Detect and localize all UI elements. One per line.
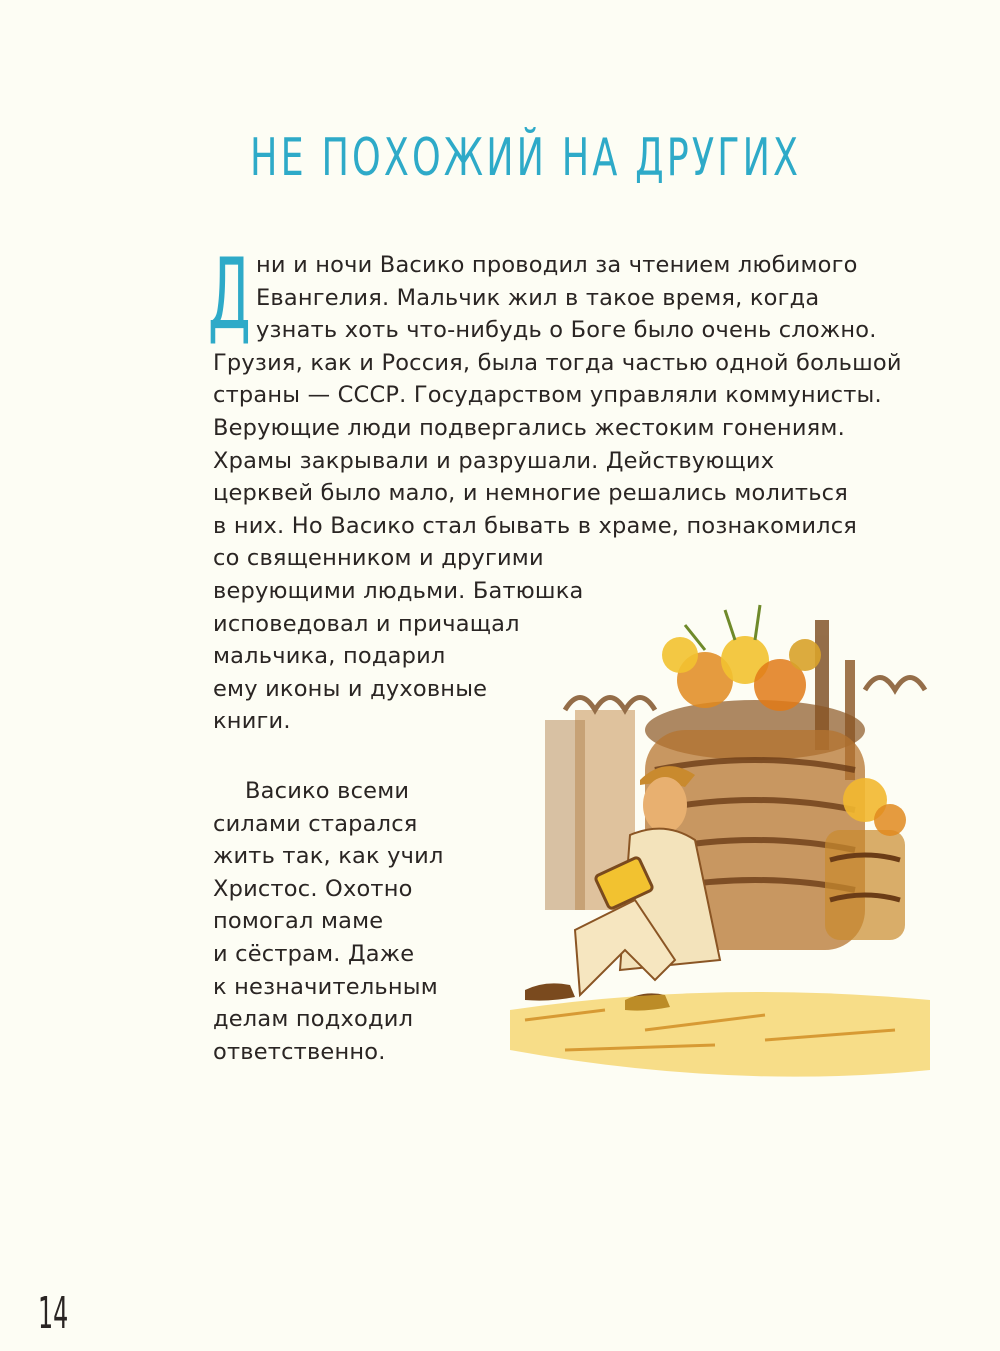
page-number: 14 (38, 1288, 69, 1339)
watercolor-boy-reading-illustration (505, 600, 935, 1090)
text-line: книги. (213, 708, 291, 735)
text-line: Грузия, как и Россия, была тогда частью одной большой (213, 349, 902, 376)
ground-shape (510, 992, 930, 1077)
text-line: силами старался (213, 810, 418, 837)
text-line: в них. Но Васико стал бывать в храме, познакомился (213, 512, 858, 539)
text-line: верующими людьми. Батюшка (213, 577, 584, 604)
text-line: мальчика, подарил (213, 643, 446, 670)
text-line: и сёстрам. Даже (213, 940, 415, 967)
text-line: со священником и другими (213, 545, 544, 572)
text-line: Евангелия. Мальчик жил в такое время, когда (256, 284, 820, 311)
text-line: ему иконы и духовные (213, 675, 488, 702)
text-line: церквей было мало, и немногие решались молиться (213, 480, 848, 507)
drop-cap: Д (208, 238, 251, 352)
text-line: делам подходил (213, 1006, 414, 1033)
text-line: помогал маме (213, 908, 384, 935)
text-line: ни и ночи Васико проводил за чтением любимого (256, 252, 858, 278)
text-line: узнать хоть что-нибудь о Боге было очень сложно. (256, 317, 877, 344)
text-line: жить так, как учил (213, 843, 444, 870)
text-line: Васико всеми (245, 778, 410, 804)
page-title: НЕ ПОХОЖИЙ НА ДРУГИХ (250, 128, 802, 188)
text-line: ответственно. (213, 1038, 386, 1065)
text-line: Христос. Охотно (213, 875, 413, 902)
text-line: исповедовал и причащал (213, 610, 520, 637)
text-line: Храмы закрывали и разрушали. Действующих (213, 447, 775, 474)
text-line: Верующие люди подвергались жестоким гонениям. (213, 414, 845, 441)
text-line: страны — СССР. Государством управляли коммунисты. (213, 382, 882, 409)
text-line: к незначительным (213, 973, 438, 1000)
